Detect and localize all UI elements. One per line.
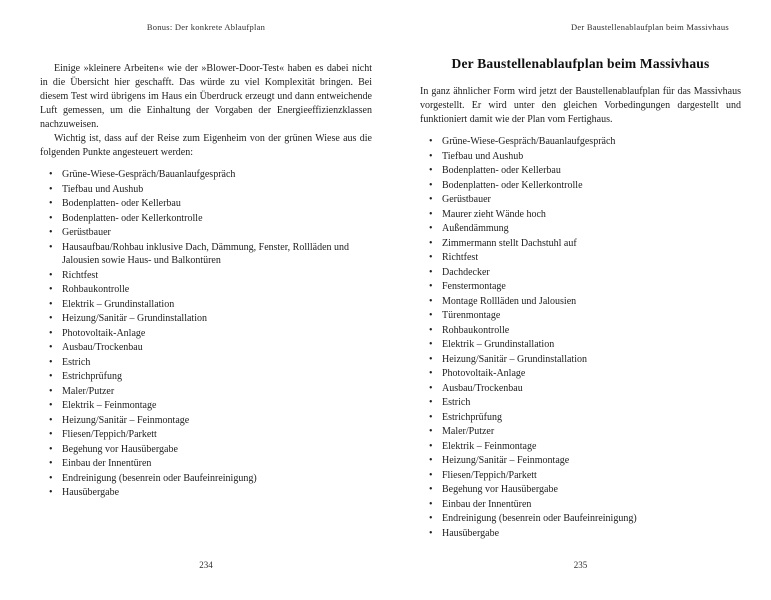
list-item: • Fenstermontage — [428, 280, 741, 294]
list-item: • Hausübergabe — [428, 527, 741, 541]
right-page — [386, 0, 771, 600]
list-item: • Bodenplatten- oder Kellerkontrolle — [48, 212, 372, 226]
list-item: • Gerüstbauer — [428, 193, 741, 207]
list-item: • Elektrik – Grundinstallation — [428, 338, 741, 352]
list-item: • Fliesen/Teppich/Parkett — [428, 469, 741, 483]
list-item: • Bodenplatten- oder Kellerbau — [48, 197, 372, 211]
list-item: • Bodenplatten- oder Kellerkontrolle — [428, 179, 741, 193]
construction-steps-list-massivhaus — [428, 135, 741, 540]
list-item: • Richtfest — [428, 251, 741, 265]
list-item: • Heizung/Sanitär – Grundinstallation — [428, 353, 741, 367]
page-number-left: 234 — [199, 560, 213, 570]
list-item: • Endreinigung (besenrein oder Baufeinreinigung) — [48, 472, 372, 486]
list-item: • Montage Rollläden und Jalousien — [428, 295, 741, 309]
construction-steps-list-fertighaus — [48, 168, 372, 500]
running-head-left: Bonus: Der konkrete Ablaufplan — [146, 22, 266, 32]
list-item: • Außendämmung — [428, 222, 741, 236]
list-item: • Einbau der Innentüren — [428, 498, 741, 512]
list-item: • Dachdecker — [428, 266, 741, 280]
list-item: • Endreinigung (besenrein oder Baufeinreinigung) — [428, 512, 741, 526]
list-item: • Elektrik – Grundinstallation — [48, 298, 372, 312]
list-item: • Heizung/Sanitär – Grundinstallation — [48, 312, 372, 326]
list-item: • Heizung/Sanitär – Feinmontage — [48, 414, 372, 428]
list-item: • Hausaufbau/Rohbau inklusive Dach, Dämmung, Fenster, Rollläden und Jalousien sowie Haus- und Balkontüren — [48, 241, 372, 268]
list-item: • Grüne-Wiese-Gespräch/Bauanlaufgespräch — [48, 168, 372, 182]
list-item: • Estrichprüfung — [428, 411, 741, 425]
list-item: • Rohbaukontrolle — [428, 324, 741, 338]
page-title: Der Baustellenablaufplan beim Massivhaus — [451, 56, 710, 71]
list-item: • Richtfest — [48, 269, 372, 283]
list-item: • Ausbau/Trockenbau — [428, 382, 741, 396]
list-item: • Tiefbau und Aushub — [48, 183, 372, 197]
list-item: • Estrichprüfung — [48, 370, 372, 384]
list-item: • Tiefbau und Aushub — [428, 150, 741, 164]
left-page-content — [40, 62, 372, 500]
list-item: • Begehung vor Hausübergabe — [48, 443, 372, 457]
list-item: • Estrich — [48, 356, 372, 370]
list-item: • Elektrik – Feinmontage — [48, 399, 372, 413]
list-item: • Einbau der Innentüren — [48, 457, 372, 471]
body-paragraph-blower-door: Einige »kleinere Arbeiten« wie der »Blower-Door-Test« haben es dabei nicht in die Übersicht hier geschafft. Das würde zu viel Komplexität bringen. Bei diesem Test wird übrigens im Haus ein Überdruck erzeugt und dann entweichende Luft gemessen, um die Einhaltung der Vorgaben der Energieeffizienzklassen nachzuweisen. — [40, 63, 372, 130]
running-head-right: Der Baustellenablaufplan beim Massivhaus — [570, 22, 729, 32]
page-number-right: 235 — [573, 560, 588, 570]
list-item: • Zimmermann stellt Dachstuhl auf — [428, 237, 741, 251]
body-paragraph-massivhaus-intro: In ganz ähnlicher Form wird jetzt der Baustellenablaufplan für das Massivhaus vorgestellt. Er wird unter den gleichen Vorbedingungen dargestellt und funktioniert damit wie der Plan vom Fertighaus. — [420, 86, 741, 125]
list-item: • Heizung/Sanitär – Feinmontage — [428, 454, 741, 468]
list-item: • Maler/Putzer — [428, 425, 741, 439]
list-item: • Hausübergabe — [48, 486, 372, 500]
list-item: • Elektrik – Feinmontage — [428, 440, 741, 454]
list-item: • Türenmontage — [428, 309, 741, 323]
list-item: • Photovoltaik-Anlage — [48, 327, 372, 341]
list-item: • Maurer zieht Wände hoch — [428, 208, 741, 222]
list-item: • Bodenplatten- oder Kellerbau — [428, 164, 741, 178]
list-item: • Photovoltaik-Anlage — [428, 367, 741, 381]
list-item: • Gerüstbauer — [48, 226, 372, 240]
list-item: • Begehung vor Hausübergabe — [428, 483, 741, 497]
list-item: • Maler/Putzer — [48, 385, 372, 399]
list-item: • Estrich — [428, 396, 741, 410]
body-paragraph-wichtig: Wichtig ist, dass auf der Reise zum Eigenheim von der grünen Wiese aus die folgenden Punkte angesteuert werden: — [40, 133, 372, 158]
list-item: • Grüne-Wiese-Gespräch/Bauanlaufgespräch — [428, 135, 741, 149]
list-item: • Ausbau/Trockenbau — [48, 341, 372, 355]
list-item: • Rohbaukontrolle — [48, 283, 372, 297]
list-item: • Fliesen/Teppich/Parkett — [48, 428, 372, 442]
